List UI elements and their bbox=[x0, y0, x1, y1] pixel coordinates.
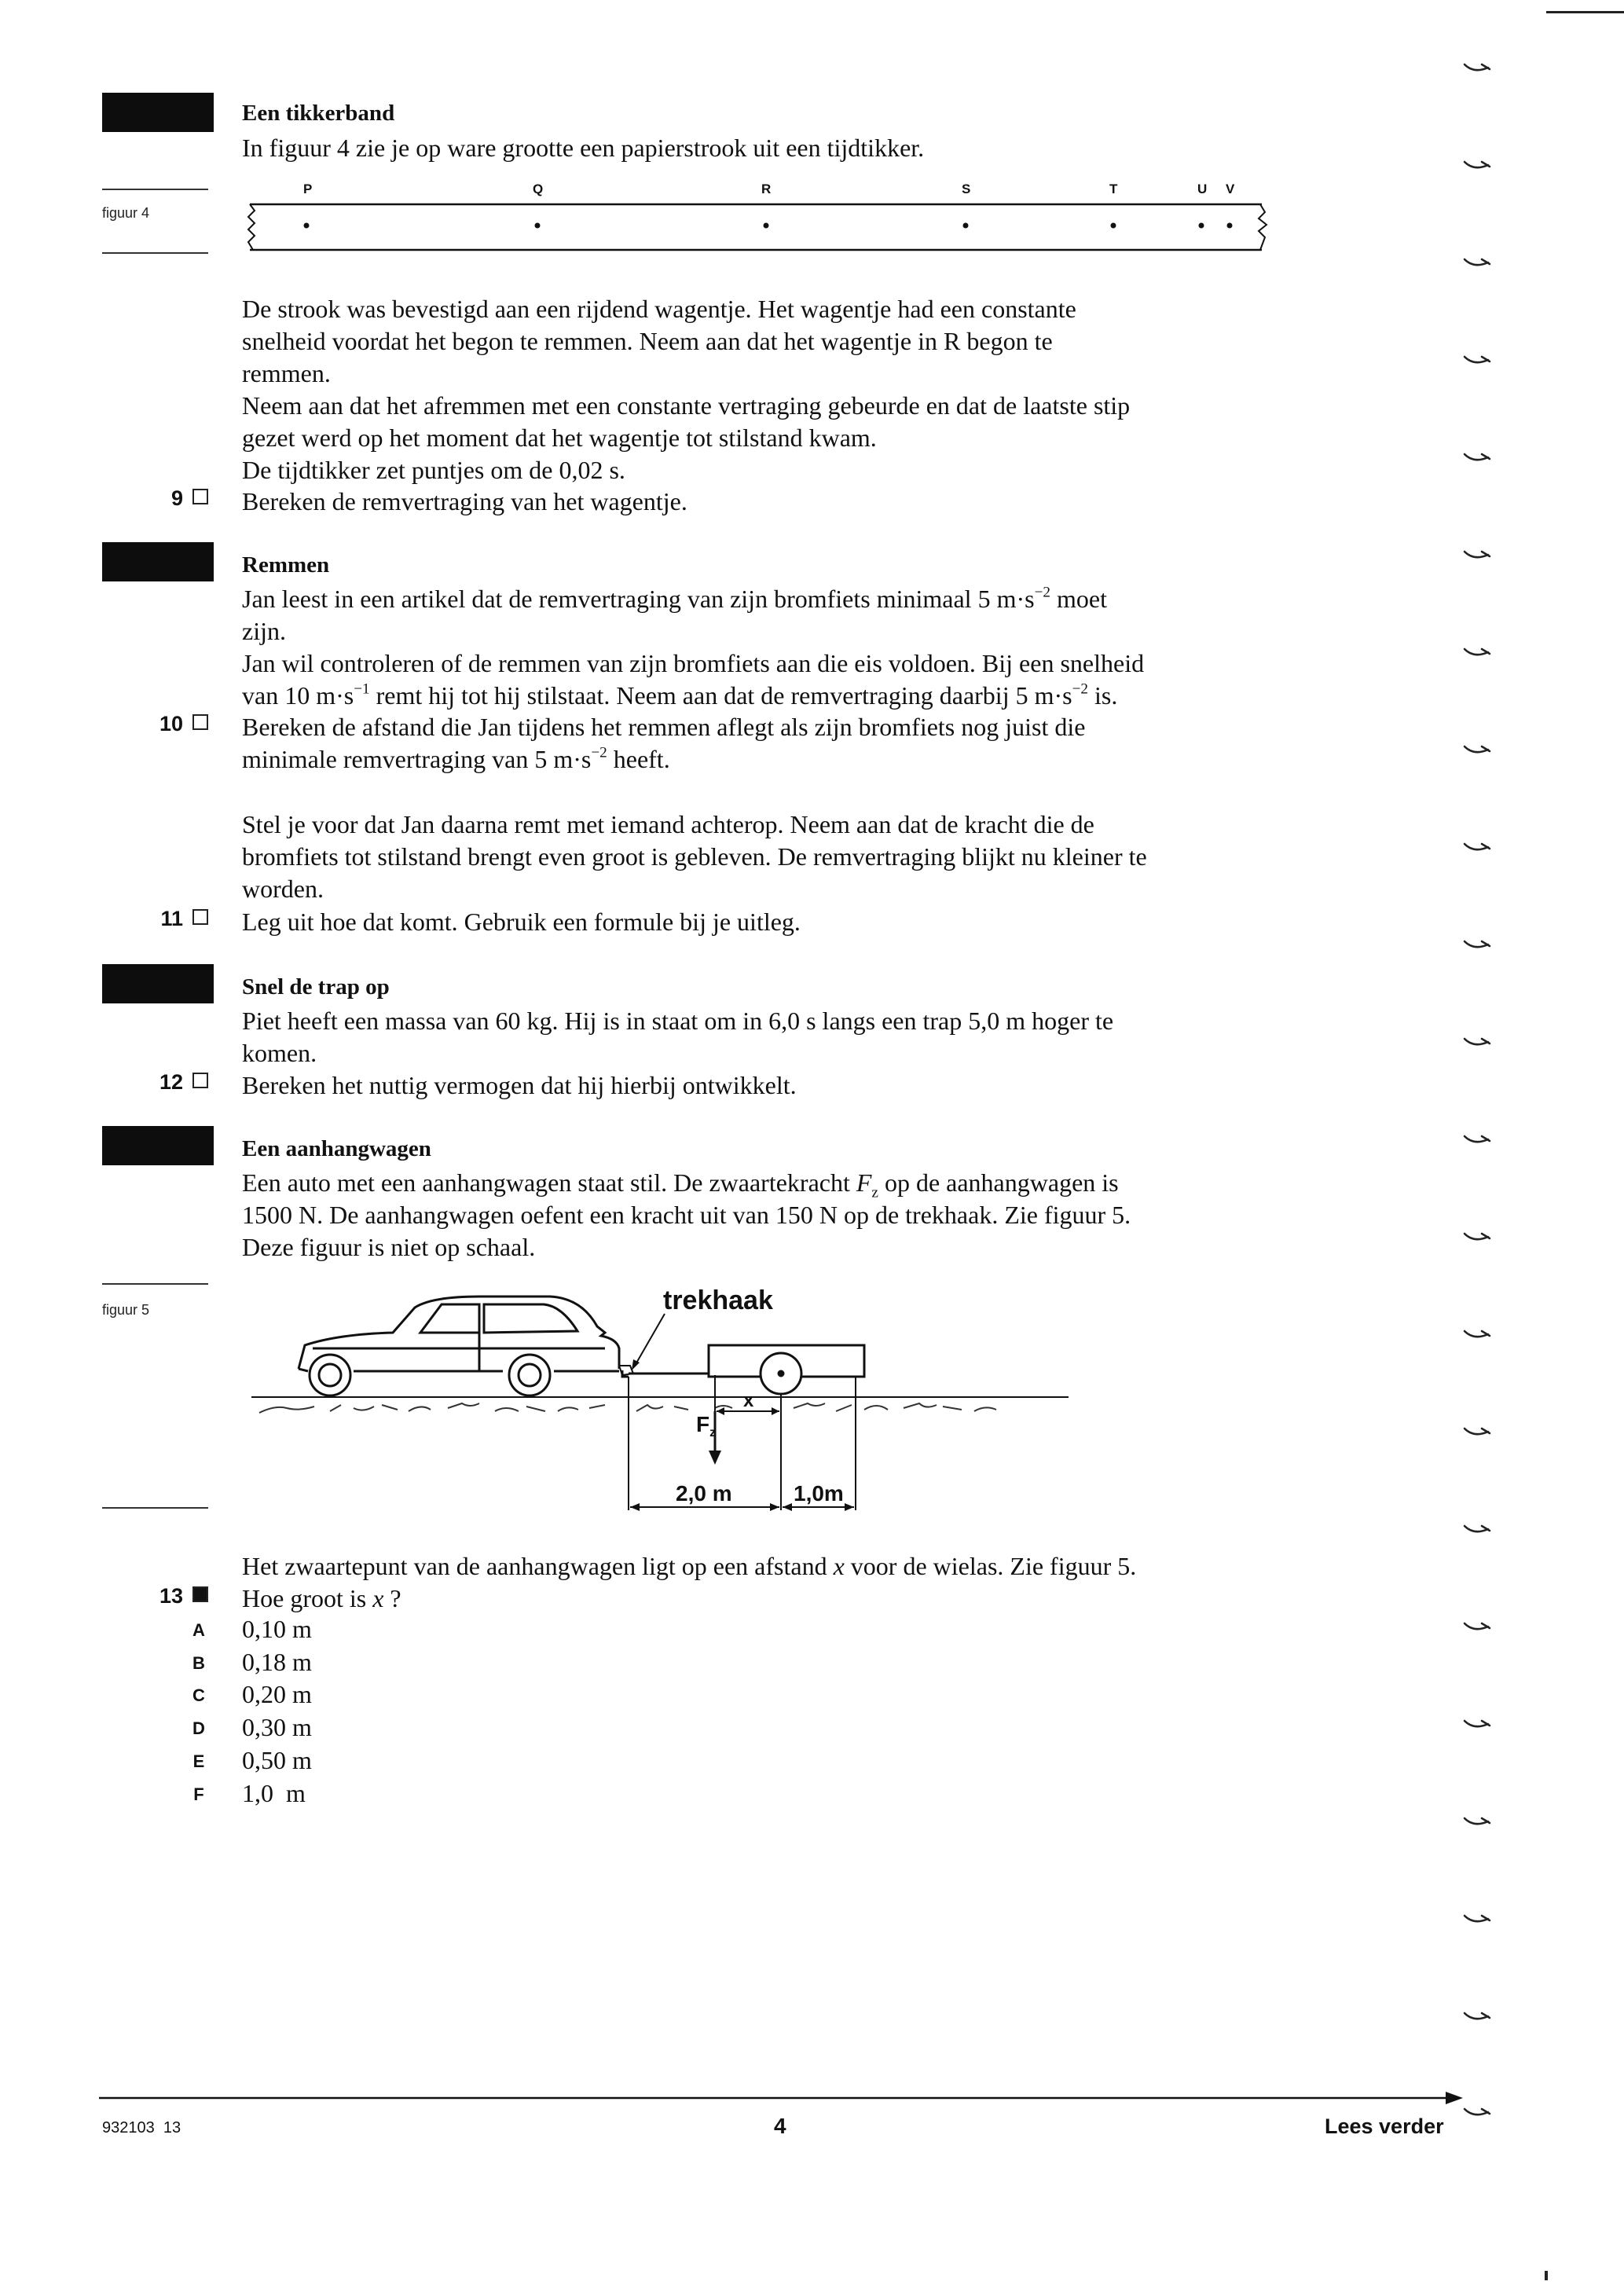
question-13-number bbox=[90, 1584, 208, 1608]
option-letter: D bbox=[192, 1718, 205, 1738]
section-marker-bar bbox=[102, 1126, 214, 1165]
footer-code: 932103 13 bbox=[102, 2119, 181, 2136]
strip-label-U: U bbox=[1197, 182, 1208, 196]
dimension-2m-label: 2,0 m bbox=[676, 1481, 732, 1506]
question-9-number bbox=[90, 486, 208, 511]
intro-text: In figuur 4 zie je op ware grootte een papierstrook uit een tijdtikker. bbox=[242, 134, 925, 162]
dimension-1m-label: 1,0m bbox=[794, 1481, 844, 1506]
question-number: 13 bbox=[159, 1584, 183, 1608]
force-label: $F_z$ bbox=[696, 1412, 717, 1440]
figure-rule-top bbox=[102, 1283, 208, 1285]
strip-label-V: V bbox=[1226, 182, 1235, 196]
figure-rule-bottom bbox=[102, 252, 208, 254]
section-marker-bar bbox=[102, 542, 214, 581]
option-letter: C bbox=[192, 1685, 205, 1705]
question-checkbox[interactable] bbox=[192, 489, 208, 504]
x-label: x bbox=[743, 1390, 754, 1411]
option-letter: B bbox=[192, 1653, 205, 1673]
question-number: 12 bbox=[159, 1070, 183, 1094]
question-number: 11 bbox=[160, 907, 183, 930]
option-letter: E bbox=[192, 1751, 205, 1771]
figure-5-label: figuur 5 bbox=[102, 1302, 150, 1318]
strip-label-T: T bbox=[1109, 182, 1118, 196]
scan-mark bbox=[1545, 2271, 1548, 2280]
figure-4-label: figuur 4 bbox=[102, 205, 150, 221]
strip-label-S: S bbox=[962, 182, 971, 196]
aanhangwagen-paragraph: Een auto met een aanhangwagen staat stil. De zwaartekracht $F_z$ op de aanhangwagen is 1500 N. De aanhangwagen oefent een kracht uit van 150 N op de trekhaak. Zie figuur 5. Deze figuur is niet op schaal. bbox=[242, 1168, 1131, 1261]
question-checkbox[interactable] bbox=[192, 909, 208, 925]
option-text[interactable]: 0,20 m bbox=[242, 1680, 312, 1708]
paragraph-line: snelheid voordat het begon te remmen. Neem aan dat het wagentje in R begon te bbox=[242, 327, 1053, 355]
footer-arrow-line bbox=[99, 2089, 1466, 2107]
paragraph-line: De strook was bevestigd aan een rijdend wagentje. Het wagentje had een constante bbox=[242, 295, 1076, 323]
section-title-remmen: Remmen bbox=[242, 552, 330, 578]
strip-label-R: R bbox=[761, 182, 772, 196]
trekhaak-label: trekhaak bbox=[663, 1286, 773, 1315]
question-10-text: Bereken de afstand die Jan tijdens het remmen aflegt als zijn bromfiets nog juist die minimale remvertraging van 5 $m\cdot s^{-2}$ heeft. bbox=[242, 713, 1086, 773]
tikkerband-paragraph bbox=[242, 293, 1358, 486]
paragraph-line: Neem aan dat het afremmen met een constante vertraging gebeurde en dat de laatste stip bbox=[242, 391, 1131, 420]
option-text[interactable]: 0,30 m bbox=[242, 1713, 312, 1741]
question-10-number bbox=[90, 712, 208, 736]
question-9-text: Bereken de remvertraging van het wagentje. bbox=[242, 487, 687, 515]
paragraph-line: gezet werd op het moment dat het wagentje tot stilstand kwam. bbox=[242, 424, 877, 452]
remmen-paragraph-2: Stel je voor dat Jan daarna remt met iemand achterop. Neem aan dat de kracht die de bromfiets tot stilstand brengt even groot is gebleven. De remvertraging blijkt nu kleiner te worden. bbox=[242, 810, 1147, 903]
option-letter: A bbox=[192, 1620, 205, 1640]
question-12-number bbox=[90, 1070, 208, 1095]
paragraph-line: De tijdtikker zet puntjes om de 0,02 s. bbox=[242, 456, 625, 484]
page-number: 4 bbox=[774, 2114, 786, 2138]
ticker-tape-figure bbox=[244, 179, 1273, 256]
question-13-text: Hoe groot is x ? bbox=[242, 1584, 401, 1612]
trailer-drawing bbox=[622, 1345, 864, 1394]
trap-paragraph: Piet heeft een massa van 60 kg. Hij is in staat om in 6,0 s langs een trap 5,0 m hoger te komen. bbox=[242, 1007, 1114, 1067]
question-checkbox[interactable] bbox=[192, 1073, 208, 1088]
section-title-trap: Snel de trap op bbox=[242, 974, 390, 999]
corner-mark bbox=[1546, 11, 1624, 13]
paragraph-line: remmen. bbox=[242, 359, 331, 387]
aanhangwagen-paragraph-2: Het zwaartepunt van de aanhangwagen ligt op een afstand x voor de wielas. Zie figuur 5. bbox=[242, 1552, 1137, 1580]
section-title-aanhangwagen: Een aanhangwagen bbox=[242, 1136, 431, 1161]
car-drawing bbox=[299, 1297, 633, 1396]
option-text[interactable]: 0,50 m bbox=[242, 1746, 312, 1774]
margin-checkmarks bbox=[1454, 47, 1516, 2263]
option-text[interactable]: 1,0 m bbox=[242, 1779, 306, 1807]
next-page-label: Lees verder bbox=[1325, 2114, 1444, 2138]
option-letter: F bbox=[193, 1784, 204, 1804]
question-number: 9 bbox=[170, 486, 183, 510]
section-title-tikkerband: Een tikkerband bbox=[242, 101, 395, 126]
section-marker-bar bbox=[102, 93, 214, 132]
option-text[interactable]: 0,10 m bbox=[242, 1615, 312, 1643]
question-checkbox[interactable] bbox=[192, 714, 208, 730]
remmen-paragraph: Jan leest in een artikel dat de remvertraging van zijn bromfiets minimaal 5 $m\cdot s^{-2}$ moet zijn. Jan wil controleren of de remmen van zijn bromfiets aan die eis voldoen. Bij een snelheid van 10 $m\cdot s^{-1}$ remt hij tot hij stilstaat. Neem aan dat de remvertraging daarbij 5 $m\cdot s^{-2}$ is. bbox=[242, 584, 1145, 710]
strip-label-Q: Q bbox=[533, 182, 544, 196]
section-marker-bar bbox=[102, 964, 214, 1003]
question-marker-filled bbox=[192, 1586, 208, 1602]
question-12-text: Bereken het nuttig vermogen dat hij hierbij ontwikkelt. bbox=[242, 1071, 797, 1099]
car-trailer-figure bbox=[244, 1273, 1092, 1517]
strip-label-P: P bbox=[303, 182, 313, 196]
question-number: 10 bbox=[159, 712, 183, 735]
figure-rule-top bbox=[102, 189, 208, 190]
question-11-number bbox=[90, 907, 208, 931]
option-text[interactable]: 0,18 m bbox=[242, 1648, 312, 1676]
question-11-text: Leg uit hoe dat komt. Gebruik een formule bij je uitleg. bbox=[242, 908, 801, 936]
figure-rule-bottom bbox=[102, 1507, 208, 1509]
